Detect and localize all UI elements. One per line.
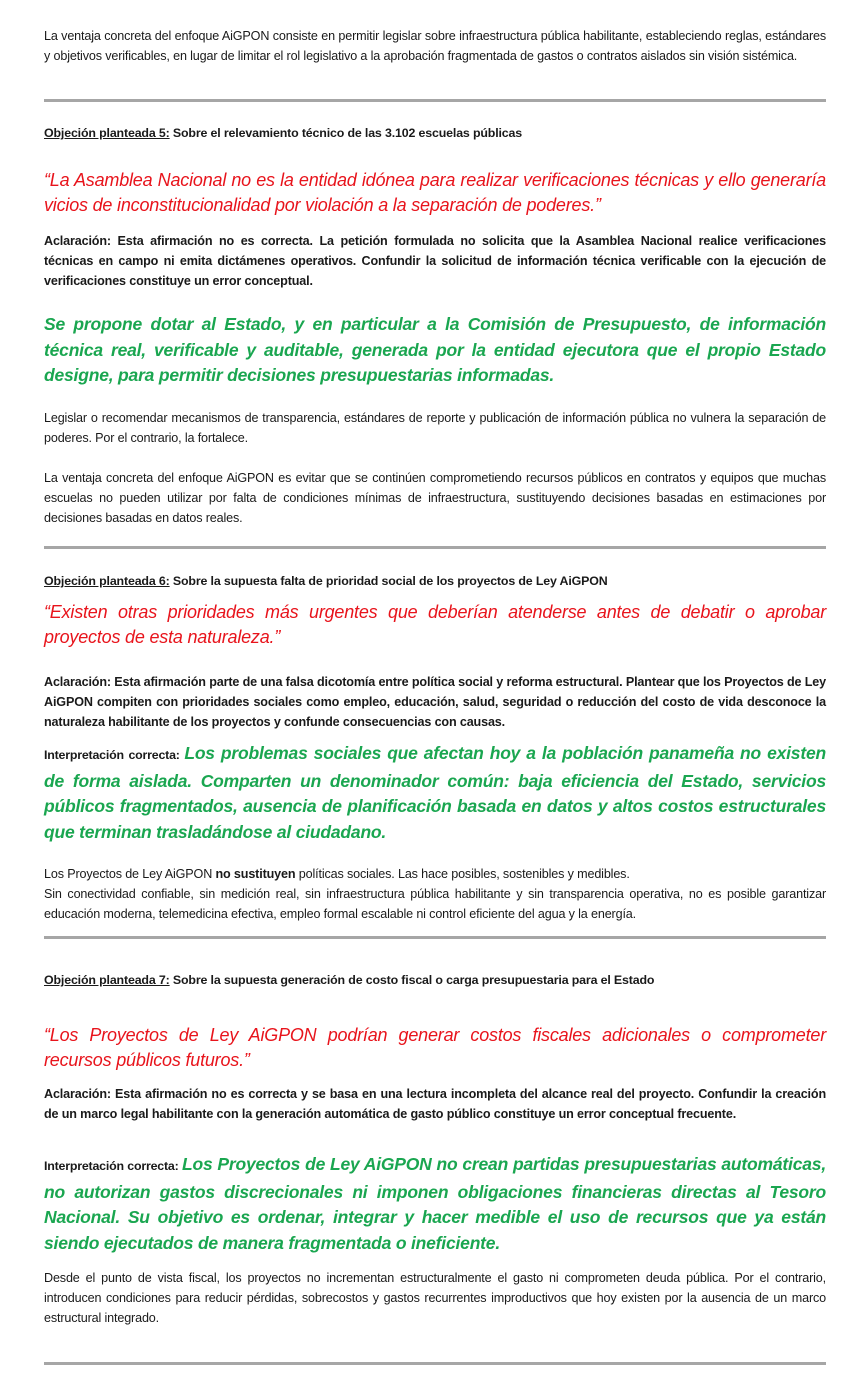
section-divider [44,936,826,939]
closing-text: políticas sociales. Las hace posibles, sostenibles y medibles. [295,867,630,881]
objection-5-paragraph-1: Legislar o recomendar mecanismos de transparencia, estándares de reporte y publicación de información pública no vulnera la separación de poderes. Por el contrario, la fortalece. [44,411,826,445]
objection-7-clarification: Aclaración: Esta afirmación no es correcta y se basa en una lectura incompleta del alcance real del proyecto. Confundir la creación de un marco legal habilitante con la generación automática de gasto público constituye un error conceptual frecuente. [44,1087,826,1121]
objection-6-label: Objeción planteada 6: [44,574,170,588]
objection-5-quote: “La Asamblea Nacional no es la entidad idónea para realizar verificaciones técnicas y ello generaría vicios de inconstitucionalidad por violación a la separación de poderes.” [44,170,826,215]
objection-6-title: Sobre la supuesta falta de prioridad social de los proyectos de Ley AiGPON [169,574,608,588]
objection-7-label: Objeción planteada 7: [44,973,170,987]
section-divider [44,1362,826,1365]
objection-6-closing [44,864,826,924]
objection-7-closing: Desde el punto de vista fiscal, los proyectos no incrementan estructuralmente el gasto ni comprometen deuda pública. Por el contrario, introducen condiciones para reducir pérdidas, sobrecostos y gastos recurrentes improductivos que hoy existen por la ausencia de un marco estructural integrado. [44,1271,826,1325]
objection-5-heading [44,124,826,142]
objection-5-paragraph-2: La ventaja concreta del enfoque AiGPON es evitar que se continúen comprometiendo recursos públicos en contratos y equipos que muchas escuelas no pueden utilizar por falta de condiciones mínimas de infraestructura, sustituyendo decisiones basadas en estimaciones por decisiones basadas en datos reales. [44,471,826,525]
closing-emphasis: no sustituyen [215,867,296,881]
closing-text: Los Proyectos de Ley AiGPON [44,867,216,881]
objection-5-label: Objeción planteada 5: [44,126,170,140]
section-divider [44,546,826,549]
objection-6-clarification: Aclaración: Esta afirmación parte de una falsa dicotomía entre política social y reforma estructural. Plantear que los Proyectos de Ley AiGPON compiten con prioridades sociales como empleo, educación, salud, seguridad o reducción del costo de vida desconoce la naturaleza habilitante de los proyectos y confunde consecuencias con causas. [44,675,826,729]
interpretation-label: Interpretación correcta: [44,1159,182,1173]
objection-7-heading [44,971,826,989]
objection-5-clarification: Aclaración: Esta afirmación no es correcta. La petición formulada no solicita que la Asamblea Nacional realice verificaciones técnicas en campo ni emita dictámenes operativos. Confundir la solicitud de información técnica verificable con la ejecución de verificaciones constituye un error conceptual. [44,234,826,288]
objection-6-heading [44,572,826,590]
section-divider [44,99,826,102]
objection-7-interpretation [44,1152,826,1256]
intro-paragraph: La ventaja concreta del enfoque AiGPON consiste en permitir legislar sobre infraestructura pública habilitante, estableciendo reglas, estándares y objetivos verificables, en lugar de limitar el rol legislativo a la aprobación fragmentada de gastos o contratos aislados sin visión sistémica. [44,29,826,63]
interpretation-label: Interpretación correcta: [44,748,185,762]
objection-5-proposal: Se propone dotar al Estado, y en particular a la Comisión de Presupuesto, de información técnica real, verificable y auditable, generada por la entidad ejecutora que el propio Estado designe, para permitir decisiones presupuestarias informadas. [44,314,826,385]
closing-line-2: Sin conectividad confiable, sin medición real, sin infraestructura pública habilitante y sin transparencia operativa, no es posible garantizar educación moderna, telemedicina efectiva, empleo formal escalable ni control eficiente del agua y la energía. [44,887,826,921]
objection-6-quote: “Existen otras prioridades más urgentes que deberían atenderse antes de debatir o aprobar proyectos de esta naturaleza.” [44,602,826,647]
objection-7-title: Sobre la supuesta generación de costo fiscal o carga presupuestaria para el Estado [169,973,655,987]
interpretation-text: Los problemas sociales que afectan hoy a la población panameña no existen de forma aislada. Comparten un denominador común: baja eficiencia del Estado, servicios públicos fragmentados, ausencia de planificación basada en datos y altos costos estructurales que terminan trasladándose al ciudadano. [44,743,826,842]
objection-7-quote: “Los Proyectos de Ley AiGPON podrían generar costos fiscales adicionales o comprometer recursos públicos futuros.” [44,1025,826,1070]
interpretation-text: Los Proyectos de Ley AiGPON no crean partidas presupuestarias automáticas, no autorizan gastos discrecionales ni imponen obligaciones financieras directas al Tesoro Nacional. Su objetivo es ordenar, integrar y hacer medible el uso de recursos que ya están siendo ejecutados de manera fragmentada o ineficiente. [44,1154,826,1253]
objection-6-interpretation [44,741,826,845]
objection-5-title: Sobre el relevamiento técnico de las 3.102 escuelas públicas [169,126,523,140]
